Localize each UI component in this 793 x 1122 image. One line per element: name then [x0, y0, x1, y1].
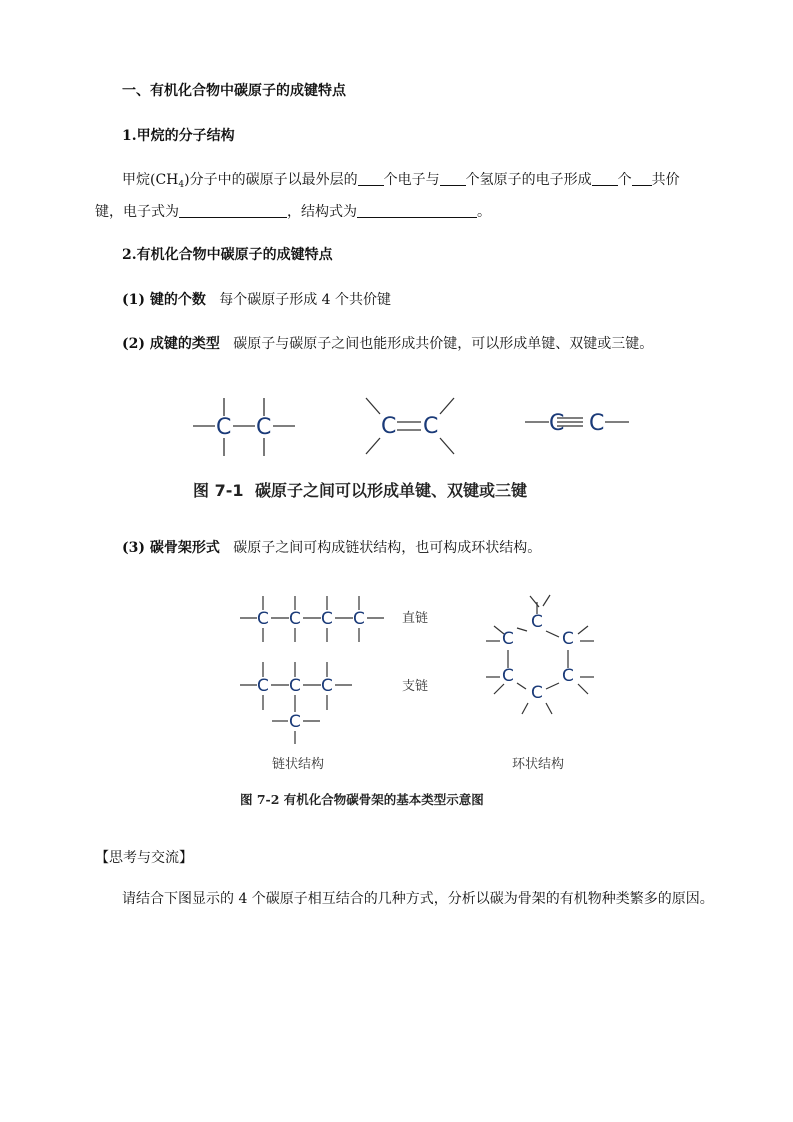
- atom-carbon: C: [256, 415, 272, 440]
- fill-blank-1[interactable]: [358, 171, 384, 186]
- label-straight-chain: 直链: [402, 611, 429, 626]
- atom-carbon: C: [353, 609, 365, 629]
- atom-carbon: C: [289, 712, 301, 732]
- figure-carbon-skeletons: [232, 584, 612, 816]
- fill-blank-3[interactable]: [592, 171, 618, 186]
- atom-carbon: C: [502, 666, 514, 686]
- atom-carbon: C: [257, 676, 269, 696]
- label-branched-chain: 支链: [402, 679, 429, 694]
- atom-carbon: C: [562, 629, 574, 649]
- section-heading: 一、有机化合物中碳原子的成键特点: [122, 83, 346, 99]
- atom-carbon: C: [257, 609, 269, 629]
- atom-carbon: C: [321, 676, 333, 696]
- label-chain-structure: 链状结构: [272, 757, 325, 772]
- atom-carbon: C: [381, 414, 397, 439]
- subsection-title-methane: 1.甲烷的分子结构: [122, 128, 235, 144]
- atom-carbon: C: [531, 612, 543, 632]
- atom-carbon: C: [289, 676, 301, 696]
- atom-carbon: C: [562, 666, 574, 686]
- atom-carbon: C: [502, 629, 514, 649]
- atom-carbon: C: [531, 683, 543, 703]
- fill-blank-2[interactable]: [440, 171, 466, 186]
- item-bond-type: (2) 成键的类型 碳原子与碳原子之间也能形成共价键，可以形成单键、双键或三键。: [122, 336, 654, 352]
- figure-bond-types: [185, 388, 645, 506]
- atom-carbon: C: [589, 411, 605, 436]
- fill-blank-4[interactable]: [632, 171, 652, 186]
- atom-carbon: C: [549, 411, 565, 436]
- item-bond-count: (1) 键的个数 每个碳原子形成 4 个共价键: [122, 292, 392, 308]
- label-ring-structure: 环状结构: [512, 757, 565, 772]
- think-discuss-text: 请结合下图显示的 4 个碳原子相互结合的几种方式，分析以碳为骨架的有机物种类繁多的原因。: [122, 891, 714, 907]
- atom-carbon: C: [216, 415, 232, 440]
- fill-blank-structural-formula[interactable]: [357, 203, 477, 218]
- item-skeleton-form: (3) 碳骨架形式 碳原子之间可构成链状结构，也可构成环状结构。: [122, 540, 542, 556]
- figure-caption-text: 碳原子之间可以形成单键、双键或三键: [255, 481, 528, 500]
- atom-carbon: C: [321, 609, 333, 629]
- atom-carbon: C: [423, 414, 439, 439]
- atom-carbon: C: [289, 609, 301, 629]
- methane-paragraph-line1: 甲烷$(CH_4)$分子中的碳原子以最外层的 个电子与 个氢原子的电子形成 个 共价: [122, 172, 680, 190]
- figure-caption-number: 图 7-1: [193, 481, 244, 500]
- fill-blank-electron-formula[interactable]: [179, 203, 287, 218]
- think-discuss-title: 【思考与交流】: [95, 850, 193, 866]
- methane-paragraph-line2: 键，电子式为 ，结构式为 。: [95, 204, 491, 220]
- subsection-title-bonding: 2.有机化合物中碳原子的成键特点: [122, 247, 333, 263]
- figure-caption: 图 7-2 有机化合物碳骨架的基本类型示意图: [240, 792, 484, 807]
